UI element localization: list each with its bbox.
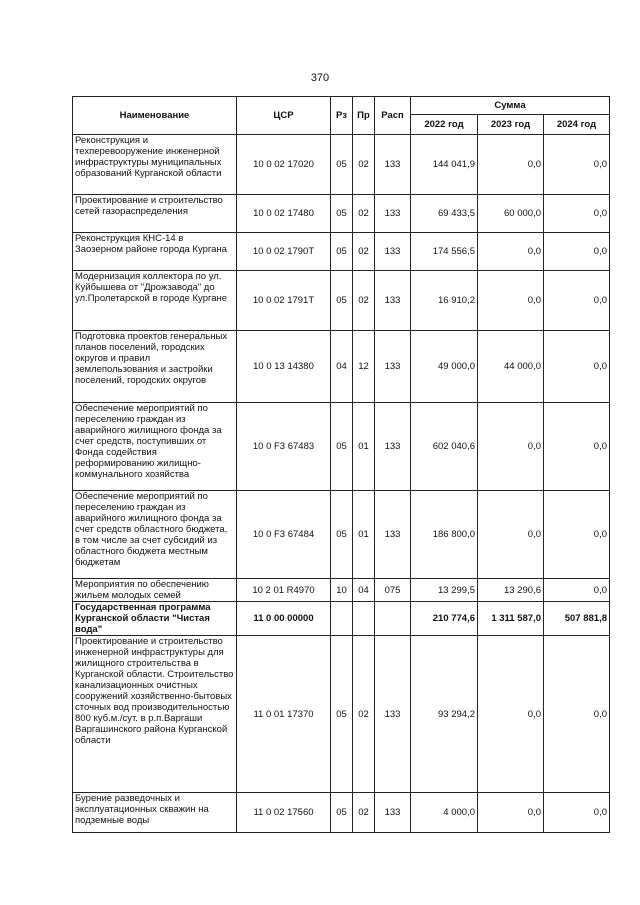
- page-number: 370: [310, 72, 330, 84]
- cell-y2022: 144 041,9: [411, 135, 478, 195]
- cell-name: Бурение разведочных и эксплуатационных скважин на подземные воды: [73, 793, 237, 833]
- cell-y2023: 44 000,0: [478, 331, 544, 403]
- cell-rz: 05: [331, 195, 353, 233]
- cell-rasp: 133: [375, 233, 411, 271]
- cell-name: Обеспечение мероприятий по переселению граждан из аварийного жилищного фонда за счет средств областного бюджета, в том числе за счет субсидий из областного бюджета местным бюджетам: [73, 491, 237, 579]
- cell-csr: 11 0 01 17370: [237, 636, 331, 793]
- cell-name: Реконструкция КНС-14 в Заозерном районе города Кургана: [73, 233, 237, 271]
- cell-y2024: 0,0: [544, 135, 610, 195]
- cell-pr: 01: [353, 491, 375, 579]
- table-row: [73, 491, 610, 579]
- cell-y2023: 0,0: [478, 636, 544, 793]
- cell-csr: 10 0 F3 67484: [237, 491, 331, 579]
- table-row: [73, 403, 610, 491]
- header-rasp: Расп: [375, 97, 411, 135]
- cell-name: Модернизация коллектора по ул. Куйбышева от "Дрожзавода" до ул.Пролетарской в городе Кургане: [73, 271, 237, 331]
- cell-y2023: 60 000,0: [478, 195, 544, 233]
- cell-pr: 02: [353, 271, 375, 331]
- cell-csr: 11 0 00 00000: [237, 602, 331, 636]
- cell-y2023: 0,0: [478, 233, 544, 271]
- cell-y2024: 0,0: [544, 403, 610, 491]
- cell-rasp: 133: [375, 271, 411, 331]
- cell-pr: 02: [353, 195, 375, 233]
- cell-y2022: 602 040,6: [411, 403, 478, 491]
- cell-name: Реконструкция и техперевооружение инженерной инфраструктуры муниципальных образований Курганской области: [73, 135, 237, 195]
- cell-y2022: 16 910,2: [411, 271, 478, 331]
- cell-pr: 12: [353, 331, 375, 403]
- cell-rasp: 133: [375, 331, 411, 403]
- cell-y2024: 0,0: [544, 491, 610, 579]
- header-2024: 2024 год: [544, 115, 610, 135]
- table-row: [73, 579, 610, 602]
- cell-rz: 05: [331, 403, 353, 491]
- table-row: [73, 636, 610, 793]
- cell-rz: 05: [331, 491, 353, 579]
- table-row: [73, 233, 610, 271]
- cell-name: Государственная программа Курганской области "Чистая вода": [73, 602, 237, 636]
- cell-y2024: 0,0: [544, 636, 610, 793]
- cell-rasp: 133: [375, 195, 411, 233]
- cell-y2022: 4 000,0: [411, 793, 478, 833]
- cell-rz: 04: [331, 331, 353, 403]
- cell-y2023: 0,0: [478, 793, 544, 833]
- cell-pr: 02: [353, 636, 375, 793]
- header-2022: 2022 год: [411, 115, 478, 135]
- cell-rasp: 133: [375, 403, 411, 491]
- cell-csr: 10 0 02 17480: [237, 195, 331, 233]
- cell-y2024: 507 881,8: [544, 602, 610, 636]
- table-row: [73, 793, 610, 833]
- budget-table: [72, 96, 610, 833]
- cell-rz: 10: [331, 579, 353, 602]
- cell-rz: 05: [331, 135, 353, 195]
- cell-csr: 10 0 13 14380: [237, 331, 331, 403]
- cell-pr: 04: [353, 579, 375, 602]
- cell-rz: [331, 602, 353, 636]
- table-row: [73, 602, 610, 636]
- cell-name: Обеспечение мероприятий по переселению граждан из аварийного жилищного фонда за счет средств, поступивших от Фонда содействия реформированию жилищно-коммунального хозяйства: [73, 403, 237, 491]
- cell-name: Подготовка проектов генеральных планов поселений, городских округов и правил землепользования и застройки поселений, городских округов: [73, 331, 237, 403]
- cell-y2024: 0,0: [544, 579, 610, 602]
- cell-csr: 10 2 01 R4970: [237, 579, 331, 602]
- cell-rasp: 075: [375, 579, 411, 602]
- cell-y2023: 0,0: [478, 403, 544, 491]
- cell-y2022: 13 299,5: [411, 579, 478, 602]
- cell-csr: 10 0 02 1791Т: [237, 271, 331, 331]
- table-row: [73, 271, 610, 331]
- cell-y2024: 0,0: [544, 195, 610, 233]
- table-row: [73, 331, 610, 403]
- cell-rasp: 133: [375, 636, 411, 793]
- cell-y2022: 49 000,0: [411, 331, 478, 403]
- cell-name: Мероприятия по обеспечению жильем молодых семей: [73, 579, 237, 602]
- cell-y2022: 210 774,6: [411, 602, 478, 636]
- cell-y2022: 186 800,0: [411, 491, 478, 579]
- cell-pr: [353, 602, 375, 636]
- cell-y2023: 0,0: [478, 135, 544, 195]
- cell-rz: 05: [331, 793, 353, 833]
- cell-y2023: 0,0: [478, 491, 544, 579]
- cell-y2022: 174 556,5: [411, 233, 478, 271]
- cell-rz: 05: [331, 233, 353, 271]
- cell-rz: 05: [331, 636, 353, 793]
- cell-csr: 10 0 F3 67483: [237, 403, 331, 491]
- cell-csr: 10 0 02 17020: [237, 135, 331, 195]
- header-name: Наименование: [73, 97, 237, 135]
- cell-rasp: 133: [375, 135, 411, 195]
- header-sum: Сумма: [411, 97, 610, 115]
- cell-y2024: 0,0: [544, 793, 610, 833]
- header-csr: ЦСР: [237, 97, 331, 135]
- header-pr: Пр: [353, 97, 375, 135]
- cell-pr: 01: [353, 403, 375, 491]
- cell-rasp: [375, 602, 411, 636]
- cell-name: Проектирование и строительство инженерной инфраструктуры для жилищного строительства в Курганской области. Строительство канализационных очистных сооружений хозяйственно-бытовых сточных вод производительностью 800 куб.м./сут. в р.п.Варгаши Варгашинского района Курганской области: [73, 636, 237, 793]
- cell-y2022: 69 433,5: [411, 195, 478, 233]
- cell-y2024: 0,0: [544, 271, 610, 331]
- cell-rasp: 133: [375, 793, 411, 833]
- table-body: [73, 135, 610, 833]
- cell-y2023: 1 311 587,0: [478, 602, 544, 636]
- cell-y2023: 13 290,6: [478, 579, 544, 602]
- cell-y2022: 93 294,2: [411, 636, 478, 793]
- cell-csr: 11 0 02 17560: [237, 793, 331, 833]
- cell-pr: 02: [353, 233, 375, 271]
- cell-rasp: 133: [375, 491, 411, 579]
- header-2023: 2023 год: [478, 115, 544, 135]
- cell-name: Проектирование и строительство сетей газораспределения: [73, 195, 237, 233]
- cell-csr: 10 0 02 1790Т: [237, 233, 331, 271]
- header-rz: Рз: [331, 97, 353, 135]
- cell-y2024: 0,0: [544, 331, 610, 403]
- cell-rz: 05: [331, 271, 353, 331]
- cell-y2023: 0,0: [478, 271, 544, 331]
- cell-y2024: 0,0: [544, 233, 610, 271]
- table-row: [73, 195, 610, 233]
- cell-pr: 02: [353, 793, 375, 833]
- table-row: [73, 135, 610, 195]
- cell-pr: 02: [353, 135, 375, 195]
